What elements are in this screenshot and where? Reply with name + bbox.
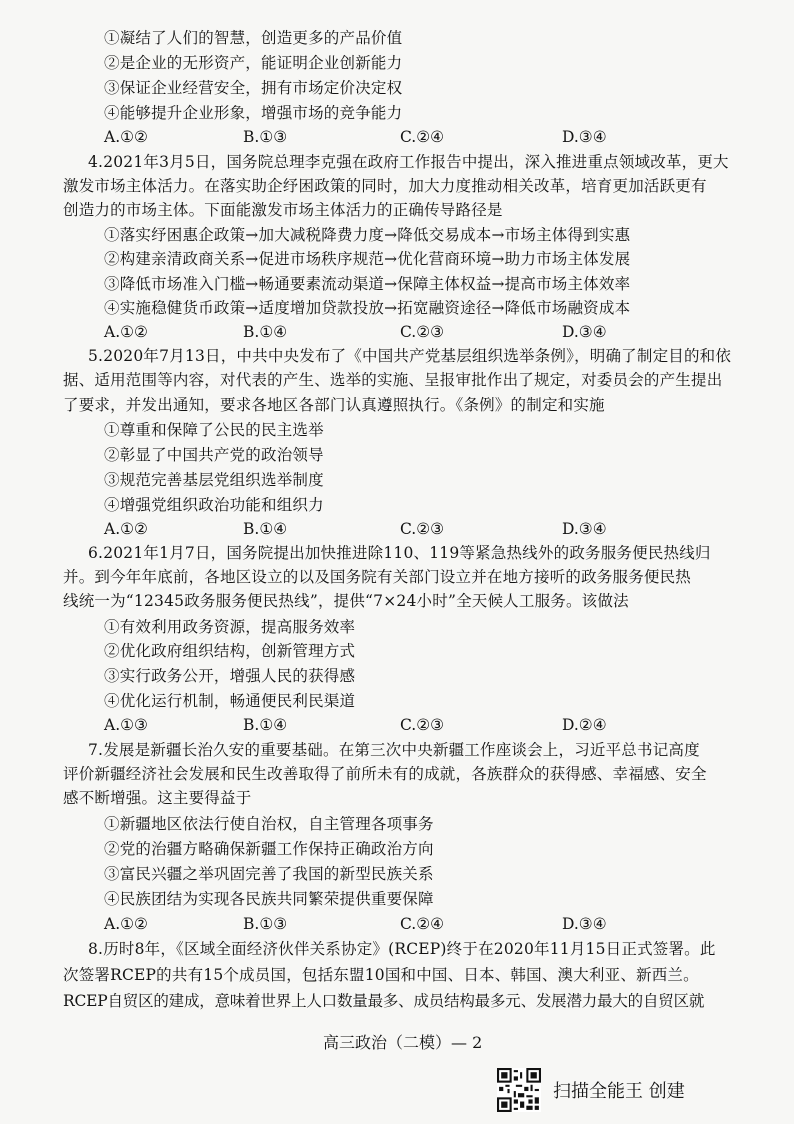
q5-stem-line-2: 据、适用范围等内容，对代表的产生、选举的实施、呈报审批作出了规定，对委员会的产生提出 [63, 371, 723, 389]
q5-option-3: ③规范完善基层党组织选举制度 [104, 471, 324, 489]
q6-option-1: ①有效利用政务资源，提高服务效率 [104, 618, 356, 636]
q3-answer-d: D.③④ [562, 128, 607, 146]
q7-answer-d: D.③④ [562, 915, 607, 933]
q3-option-3: ③保证企业经营安全，拥有市场定价决定权 [104, 79, 403, 97]
q6-answer-b: B.①④ [243, 716, 288, 734]
q7-stem-line-1: 7.发展是新疆长治久安的重要基础。在第三次中央新疆工作座谈会上，习近平总书记高度 [88, 741, 700, 759]
q7-stem-line-3: 感不断增强。这主要得益于 [63, 789, 252, 807]
q4-stem-line-3: 创造力的市场主体。下面能激发市场主体活力的正确传导路径是 [63, 201, 503, 219]
q7-answer-b: B.①③ [243, 915, 288, 933]
q6-stem-line-2: 并。到今年年底前，各地区设立的以及国务院有关部门设立并在地方接听的政务服务便民热 [63, 568, 692, 586]
q7-stem-line-2: 评价新疆经济社会发展和民生改善取得了前所未有的成就，各族群众的获得感、幸福感、安全 [63, 765, 707, 783]
q5-option-2: ②彰显了中国共产党的政治领导 [104, 446, 324, 464]
q6-option-3: ③实行政务公开，增强人民的获得感 [104, 667, 356, 685]
q8-stem-line-3: RCEP自贸区的建成，意味着世界上人口数量最多、成员结构最多元、发展潜力最大的自贸区就 [63, 992, 705, 1010]
q7-answer-a: A.①② [104, 915, 148, 933]
q7-option-4: ④民族团结为实现各民族共同繁荣提供重要保障 [104, 890, 434, 908]
q5-stem-line-1: 5.2020年7月13日，中共中央发布了《中国共产党基层组织选举条例》，明确了制定目的和依 [88, 347, 732, 365]
q3-option-4: ④能够提升企业形象，增强市场的竞争能力 [104, 104, 403, 122]
q8-stem-line-2: 次签署RCEP的共有15个成员国，包括东盟10国和中国、日本、韩国、澳大利亚、新西兰。 [63, 966, 699, 984]
q5-option-4: ④增强党组织政治功能和组织力 [104, 496, 324, 514]
q7-answer-c: C.②④ [400, 915, 445, 933]
qr-code-icon [497, 1068, 541, 1112]
q4-option-4: ④实施稳健货币政策→适度增加贷款投放→拓宽融资途径→降低市场融资成本 [104, 299, 631, 317]
q5-answer-b: B.①④ [243, 520, 288, 538]
scanner-watermark-label: 扫描全能王 创建 [553, 1081, 685, 1102]
q4-answer-d: D.③④ [562, 323, 607, 341]
q4-option-1: ①落实纾困惠企政策→加大减税降费力度→降低交易成本→市场主体得到实惠 [104, 226, 631, 244]
q5-answer-c: C.②③ [400, 520, 445, 538]
q3-answer-a: A.①② [104, 128, 148, 146]
q4-stem-line-1: 4.2021年3月5日，国务院总理李克强在政府工作报告中提出，深入推进重点领域改革，更大 [88, 153, 729, 171]
q3-answer-b: B.①③ [243, 128, 288, 146]
q6-answer-c: C.②③ [400, 716, 445, 734]
q5-option-1: ①尊重和保障了公民的民主选举 [104, 421, 324, 439]
q4-answer-a: A.①② [104, 323, 148, 341]
q6-stem-line-3: 线统一为“12345政务服务便民热线”，提供“7×24小时”全天候人工服务。该做法 [63, 592, 629, 610]
q4-option-2: ②构建亲清政商关系→促进市场秩序规范→优化营商环境→助力市场主体发展 [104, 250, 631, 268]
q6-option-2: ②优化政府组织结构，创新管理方式 [104, 642, 356, 660]
q3-answer-c: C.②④ [400, 128, 445, 146]
q8-stem-line-1: 8.历时8年，《区域全面经济伙伴关系协定》(RCEP)终于在2020年11月15日正式签署。此 [88, 940, 716, 958]
q6-answer-a: A.①③ [104, 716, 148, 734]
q3-option-2: ②是企业的无形资产，能证明企业创新能力 [104, 54, 403, 72]
q5-answer-d: D.③④ [562, 520, 607, 538]
q4-answer-c: C.②③ [400, 323, 445, 341]
q7-option-2: ②党的治疆方略确保新疆工作保持正确政治方向 [104, 840, 434, 858]
q7-option-3: ③富民兴疆之举巩固完善了我国的新型民族关系 [104, 865, 434, 883]
q4-answer-b: B.①④ [243, 323, 288, 341]
q5-answer-a: A.①② [104, 520, 148, 538]
q6-stem-line-1: 6.2021年1月7日，国务院提出加快推进除110、119等紧急热线外的政务服务便民热线归 [88, 544, 711, 562]
q7-option-1: ①新疆地区依法行使自治权，自主管理各项事务 [104, 815, 434, 833]
q5-stem-line-3: 了要求，并发出通知，要求各地区各部门认真遵照执行。《条例》的制定和实施 [63, 396, 605, 414]
page-footer-title: 高三政治（二模）— 2 [323, 1033, 483, 1052]
q3-option-1: ①凝结了人们的智慧，创造更多的产品价值 [104, 29, 403, 47]
q6-option-4: ④优化运行机制，畅通便民利民渠道 [104, 692, 356, 710]
q4-option-3: ③降低市场准入门槛→畅通要素流动渠道→保障主体权益→提高市场主体效率 [104, 275, 631, 293]
q4-stem-line-2: 激发市场主体活力。在落实助企纾困政策的同时，加大力度推动相关改革，培育更加活跃更有 [63, 177, 707, 195]
q6-answer-d: D.②④ [562, 716, 607, 734]
